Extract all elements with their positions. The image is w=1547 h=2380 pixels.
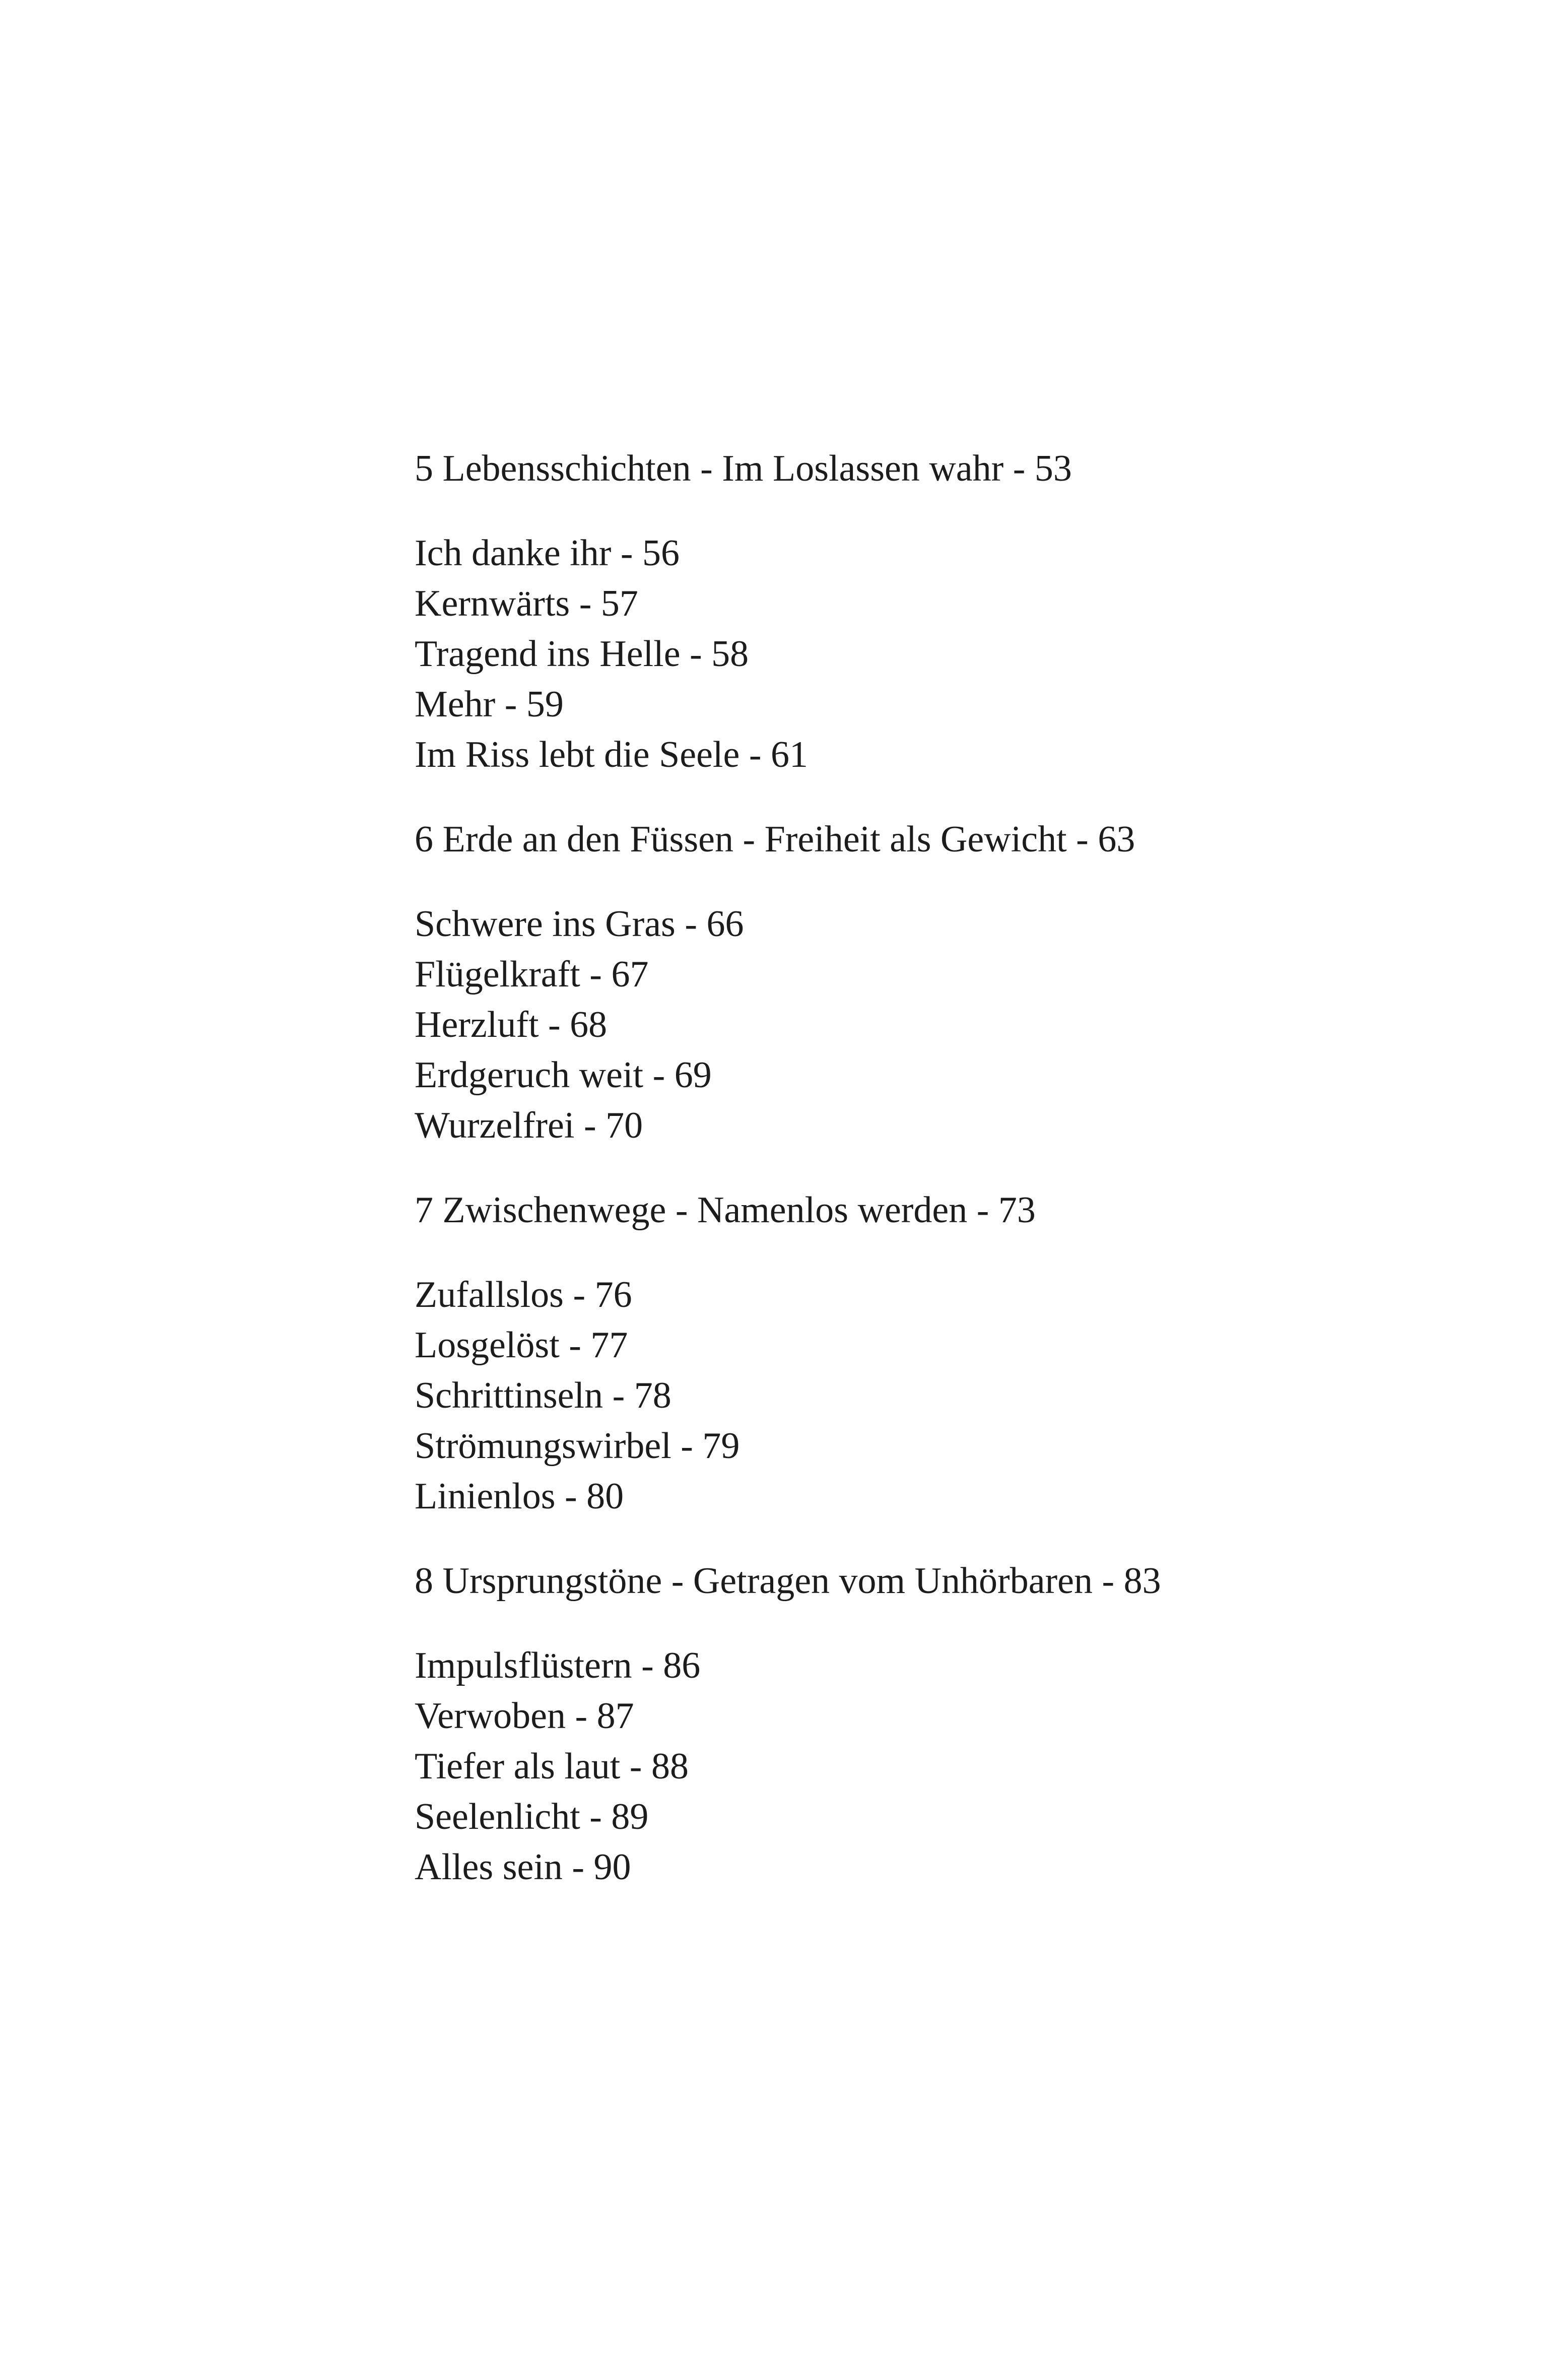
toc-entry: Herzluft - 68 [415,1004,608,1045]
toc-entry: Tragend ins Helle - 58 [415,633,749,675]
toc-entry: Wurzelfrei - 70 [415,1105,643,1146]
toc-entry: Verwoben - 87 [415,1695,634,1737]
toc-entry: Losgelöst - 77 [415,1325,628,1366]
entry-list [415,528,1422,780]
toc-section-8 [415,1556,1422,1892]
toc-entry: Mehr - 59 [415,684,564,725]
toc-entry: Zufallslos - 76 [415,1274,632,1315]
toc-entry: Seelenlicht - 89 [415,1796,649,1837]
toc-section-6 [415,814,1422,1151]
toc-entry: Alles sein - 90 [415,1846,631,1888]
entry-list [415,1640,1422,1892]
toc-entry: Schrittinseln - 78 [415,1375,671,1416]
chapter-heading: 7 Zwischenwege - Namenlos werden - 73 [415,1189,1036,1231]
toc-entry: Kernwärts - 57 [415,583,638,624]
table-of-contents [415,443,1422,1927]
chapter-heading: 6 Erde an den Füssen - Freiheit als Gewicht - 63 [415,819,1135,860]
toc-entry: Schwere ins Gras - 66 [415,903,744,945]
toc-entry: Flügelkraft - 67 [415,954,649,995]
chapter-heading: 8 Ursprungstöne - Getragen vom Unhörbaren - 83 [415,1560,1161,1602]
entry-list [415,1270,1422,1522]
toc-entry: Erdgeruch weit - 69 [415,1054,712,1096]
toc-entry: Strömungswirbel - 79 [415,1425,740,1467]
toc-entry: Im Riss lebt die Seele - 61 [415,734,808,775]
toc-entry: Linienlos - 80 [415,1476,624,1517]
toc-section-5 [415,443,1422,780]
entry-list [415,899,1422,1151]
chapter-heading: 5 Lebensschichten - Im Loslassen wahr - 53 [415,448,1072,489]
toc-entry: Ich danke ihr - 56 [415,533,680,574]
toc-section-7 [415,1185,1422,1522]
toc-entry: Tiefer als laut - 88 [415,1746,689,1787]
toc-entry: Impulsflüstern - 86 [415,1645,701,1686]
